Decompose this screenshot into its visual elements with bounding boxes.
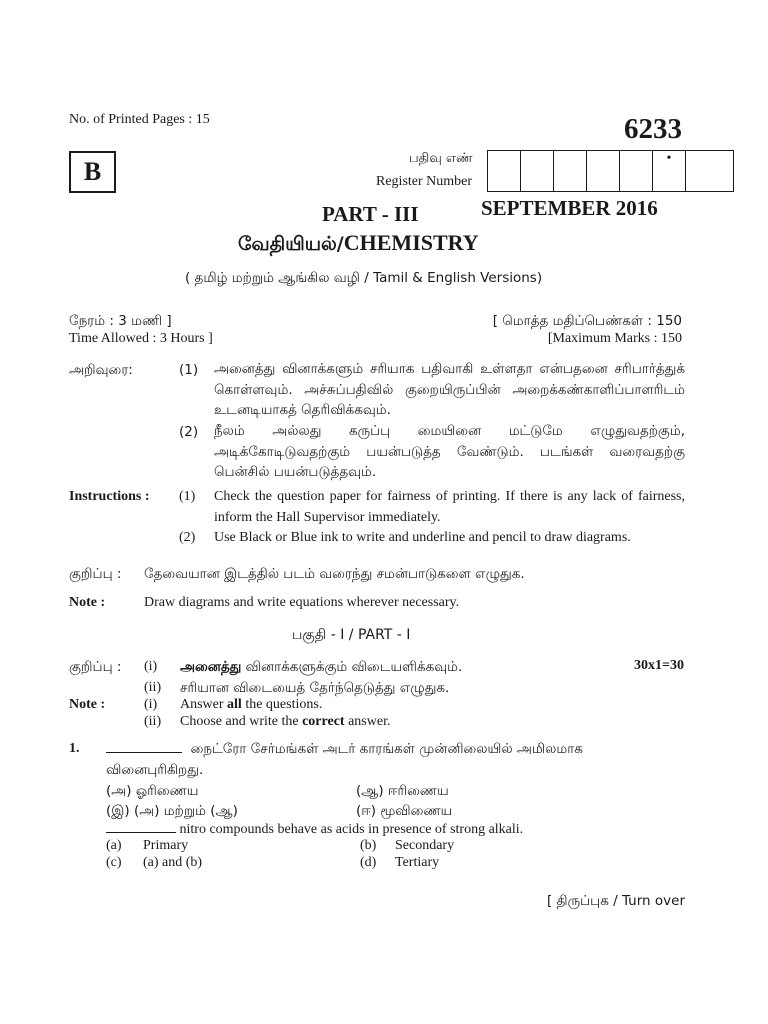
section-note-label-english: Note : [69,697,106,712]
printed-pages-label: No. of Printed Pages : 15 [69,112,210,127]
medium-line: ( தமிழ் மற்றும் ஆங்கில வழி / Tamil & English Versions) [185,270,543,286]
question-text-tamil-line2: வினைபுரிகிறது. [106,762,204,778]
option-english-c-text: (a) and (b) [143,855,203,870]
answer-blank [106,832,176,833]
max-marks-tamil: [ மொத்த மதிப்பெண்கள் : 150 [492,313,682,329]
option-label: (ஆ) [356,783,384,799]
instruction-text-tamil: அனைத்து வினாக்களும் சரியாக பதிவாகி உள்ளதா என்பதனை சரிபார்த்துக் கொள்ளவும். அச்சுப்பதிவில் குறையிருப்பின் அறைக்கண்காளிப்பாளரிடம் உடனடியாகத் தெரிவிக்கவும். [214,361,685,418]
option-english-b: (b) [360,838,377,853]
question-text-tamil [106,741,583,759]
paper-code: 6233 [624,113,682,145]
instructions-label-english: Instructions : [69,489,150,504]
turn-over-note [547,893,685,911]
section-item-text: answer. [344,714,391,729]
section-item-number: (ii) [144,714,162,729]
instruction-number: (1) [179,489,196,504]
option-label: (ஈ) [356,803,377,819]
option-label: (அ) [106,783,132,799]
option-tamil-b [356,783,449,801]
register-label-english: Register Number [376,174,473,189]
section-item-text: the questions. [241,697,323,712]
option-english-b-text: Secondary [395,838,455,853]
option-text: ஈரிணைய [387,783,449,799]
time-allowed-english: Time Allowed : 3 Hours ] [69,331,213,346]
instruction-number: (2) [179,424,199,440]
option-english-d-text: Tertiary [395,855,440,870]
max-marks-english: [Maximum Marks : 150 [547,331,682,346]
instruction-number: (2) [179,530,196,545]
register-cell [554,151,587,191]
register-cell [587,151,620,191]
question-text-english [106,822,523,838]
section-item-text: Choose and write the [180,714,303,729]
option-tamil-a [106,783,198,801]
note-label-tamil: குறிப்பு : [69,566,122,582]
instruction-text-english: Use Black or Blue ink to write and underline and pencil to draw diagrams. [214,530,631,545]
time-allowed-tamil: நேரம் : 3 மணி ] [69,313,172,329]
section-item-text: வினாக்களுக்கும் விடையளிக்கவும். [241,659,463,675]
register-dot: • [666,151,672,166]
option-label: (இ) [106,803,130,819]
section-item-text: Answer [180,697,228,712]
series-box [69,151,116,193]
option-tamil-c [106,803,238,821]
subject-title [238,230,479,258]
register-cell [653,151,686,191]
section-note-label-tamil: குறிப்பு : [69,659,122,675]
instruction-number: (1) [179,362,199,378]
section-title: பகுதி - I / PART - I [292,627,411,643]
question-number: 1. [69,741,80,756]
option-text: (அ) மற்றும் (ஆ) [133,803,238,819]
option-text: மூவிணைய [380,803,453,819]
note-text-tamil: தேவையான இடத்தில் படம் வரைந்து சமன்பாடுகளை எழுதுக. [144,566,525,582]
series-letter: B [83,157,102,186]
option-english-d: (d) [360,855,377,870]
register-cell [488,151,521,191]
question-text-tamil-line1: நைட்ரோ சேர்மங்கள் அடர் காரங்கள் முன்னிலையில் அமிலமாக [190,741,583,757]
register-cell [686,151,734,191]
section-item-tamil: சரியான விடையைத் தேர்ந்தெடுத்து எழுதுக. [180,680,450,696]
section-item-emphasis: all [227,697,242,712]
section-item-emphasis: correct [302,714,345,729]
section-item-number: (i) [144,659,158,674]
section-score: 30x1=30 [634,658,684,673]
instruction-text-tamil: நீலம் அல்லது கருப்பு மையினை மட்டுமே எழுதுவதற்கும், அடிக்கோடிடுவதற்கும் பயன்படுத்த வேண்டும். படங்கள் வரைவதற்கு பென்சில் பயன்படுத்தவும். [214,423,685,480]
register-number-grid [487,150,734,192]
part-title: PART - III [322,202,419,226]
option-english-a: (a) [106,838,122,853]
instructions-label-tamil: அறிவுரை: [69,362,133,378]
question-text-english-body: nitro compounds behave as acids in presence of strong alkali. [179,822,524,837]
turn-over-text: [ திருப்புக / Turn over [546,893,685,909]
exam-date: SEPTEMBER 2016 [481,196,658,220]
subject-title-english: CHEMISTRY [343,230,479,255]
section-item-number: (ii) [144,680,162,695]
register-cell [620,151,653,191]
section-item-english [180,714,390,730]
option-text: ஓரிணைய [135,783,199,799]
option-english-a-text: Primary [143,838,189,853]
section-item-tamil [180,659,462,677]
subject-title-tamil: வேதியியல்/ [238,233,344,255]
register-label-tamil: பதிவு எண் [409,151,473,166]
option-english-c: (c) [106,855,122,870]
note-text-english: Draw diagrams and write equations wherever necessary. [144,595,460,610]
section-item-english [180,697,322,713]
option-tamil-d [356,803,452,821]
note-label-english: Note : [69,595,106,610]
instruction-text-english: Check the question paper for fairness of printing. If there is any lack of fairness, inform the Hall Supervisor immediately. [214,489,685,525]
section-item-emphasis: அனைத்து [180,659,242,675]
register-cell [521,151,554,191]
section-item-number: (i) [144,697,158,712]
answer-blank [106,752,182,753]
